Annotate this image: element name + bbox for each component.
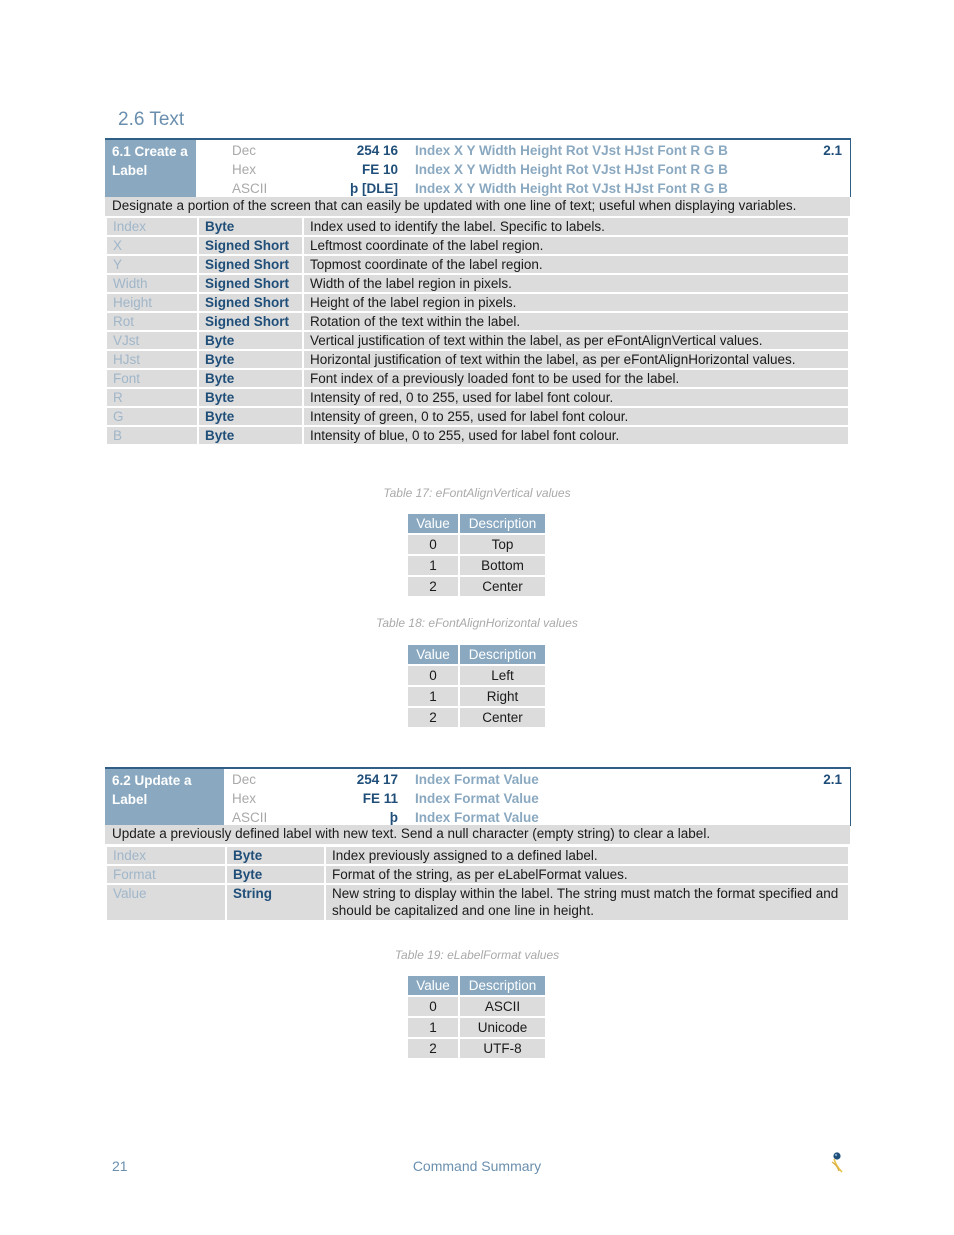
command-title: 6.2 Update a Label [105,769,224,826]
ascii-params: Index Format Value [415,810,539,825]
table-header-row [407,644,546,665]
param-name: Height [106,293,198,312]
table-row [407,665,546,686]
column-header: Description [459,644,546,665]
param-name: HJst [106,350,198,369]
ascii-label: ASCII [232,181,268,196]
param-name: Format [106,865,226,884]
param-desc: Rotation of the text within the label. [303,312,849,331]
parameter-table-update-label [105,845,850,922]
param-type: String [226,884,325,921]
param-name: Y [106,255,198,274]
description-cell: Left [459,665,546,686]
table-row [407,1017,546,1038]
param-name: Index [106,217,198,236]
value-cell: 2 [407,1038,459,1059]
table-row [106,846,849,865]
description-cell: Top [459,534,546,555]
table-header-row [407,513,546,534]
table-caption: Table 17: eFontAlignVertical values [383,486,571,500]
param-desc: Font index of a previously loaded font to be used for the label. [303,369,849,388]
description-cell: Center [459,576,546,597]
param-desc: Index used to identify the label. Specific to labels. [303,217,849,236]
column-header: Value [407,975,459,996]
param-type: Byte [198,426,303,445]
param-type: Byte [198,369,303,388]
table-row [106,274,849,293]
column-header: Value [407,644,459,665]
param-name: Width [106,274,198,293]
page-number: 21 [112,1158,128,1174]
param-type: Signed Short [198,255,303,274]
param-desc: Height of the label region in pixels. [303,293,849,312]
table-row [106,312,849,331]
param-desc: Format of the string, as per eLabelFormat values. [325,865,849,884]
param-type: Byte [198,350,303,369]
param-desc: Width of the label region in pixels. [303,274,849,293]
version-badge: 2.1 [823,772,842,787]
table-row [407,1038,546,1059]
table-row [106,884,849,921]
table-row [106,293,849,312]
param-desc: New string to display within the label. The string must match the format specified and should be capitalized and one line in height. [325,884,849,921]
table-row [106,236,849,255]
description-cell: Unicode [459,1017,546,1038]
column-header: Description [459,975,546,996]
table-row [407,534,546,555]
param-type: Byte [226,846,325,865]
table-row [407,686,546,707]
param-type: Signed Short [198,274,303,293]
ascii-params: Index X Y Width Height Rot VJst HJst Font R G B [415,181,728,196]
command-description: Update a previously defined label with new text. Send a null character (empty string) to clear a label. [105,825,850,844]
section-title: 2.6 Text [118,109,185,130]
table-row [106,217,849,236]
hex-label: Hex [232,162,257,177]
param-type: Byte [226,865,325,884]
table-header-row [407,975,546,996]
matrix-orbital-logo-icon [826,1150,846,1174]
ascii-code: þ [DLE] [350,181,398,196]
command-title: 6.1 Create a Label [105,140,196,197]
hex-label: Hex [232,791,257,806]
table-row [106,369,849,388]
dec-params: Index Format Value [415,772,539,787]
value-cell: 2 [407,576,459,597]
description-cell: UTF-8 [459,1038,546,1059]
ascii-label: ASCII [232,810,268,825]
table-row [407,996,546,1017]
table-row [106,331,849,350]
command-header-update-label [105,767,851,826]
value-cell: 1 [407,555,459,576]
table-row [106,426,849,445]
dec-label: Dec [232,143,257,158]
param-type: Byte [198,388,303,407]
dec-code: 254 17 [356,772,398,787]
param-desc: Index previously assigned to a defined label. [325,846,849,865]
column-header: Value [407,513,459,534]
table-caption: Table 18: eFontAlignHorizontal values [376,616,578,630]
value-table-label-format [406,974,547,1060]
table-row [106,388,849,407]
param-desc: Intensity of green, 0 to 255, used for label font colour. [303,407,849,426]
param-name: R [106,388,198,407]
hex-params: Index X Y Width Height Rot VJst HJst Font R G B [415,162,728,177]
hex-code: FE 11 [362,791,398,806]
value-cell: 1 [407,1017,459,1038]
table-row [106,407,849,426]
param-type: Signed Short [198,236,303,255]
dec-params: Index X Y Width Height Rot VJst HJst Font R G B [415,143,728,158]
value-cell: 2 [407,707,459,728]
description-cell: ASCII [459,996,546,1017]
table-row [106,865,849,884]
table-row [407,707,546,728]
param-desc: Horizontal justification of text within the label, as per eFontAlignHorizontal values. [303,350,849,369]
param-desc: Intensity of blue, 0 to 255, used for label font colour. [303,426,849,445]
column-header: Description [459,513,546,534]
value-cell: 0 [407,665,459,686]
hex-params: Index Format Value [415,791,539,806]
table-row [407,576,546,597]
param-desc: Intensity of red, 0 to 255, used for label font colour. [303,388,849,407]
description-cell: Right [459,686,546,707]
table-caption: Table 19: eLabelFormat values [394,948,560,962]
param-desc: Topmost coordinate of the label region. [303,255,849,274]
param-name: Font [106,369,198,388]
value-cell: 0 [407,996,459,1017]
param-name: Value [106,884,226,921]
footer-title: Command Summary [412,1158,542,1174]
param-name: VJst [106,331,198,350]
command-header-create-label [105,138,851,197]
param-type: Signed Short [198,293,303,312]
value-table-horizontal [406,643,547,729]
description-cell: Center [459,707,546,728]
param-desc: Leftmost coordinate of the label region. [303,236,849,255]
parameter-table-create-label [105,216,850,446]
hex-code: FE 10 [361,162,398,177]
param-type: Byte [198,217,303,236]
param-type: Byte [198,407,303,426]
description-cell: Bottom [459,555,546,576]
dec-label: Dec [232,772,257,787]
param-type: Signed Short [198,312,303,331]
param-desc: Vertical justification of text within the label, as per eFontAlignVertical values. [303,331,849,350]
table-row [106,255,849,274]
param-name: G [106,407,198,426]
value-cell: 1 [407,686,459,707]
value-table-vertical [406,512,547,598]
param-name: Rot [106,312,198,331]
command-description: Designate a portion of the screen that can easily be updated with one line of text; useful when displaying variables. [105,197,850,216]
param-name: Index [106,846,226,865]
param-name: X [106,236,198,255]
dec-code: 254 16 [356,143,398,158]
version-badge: 2.1 [823,143,842,158]
param-name: B [106,426,198,445]
ascii-code: þ [389,810,398,825]
table-row [106,350,849,369]
value-cell: 0 [407,534,459,555]
table-row [407,555,546,576]
param-type: Byte [198,331,303,350]
